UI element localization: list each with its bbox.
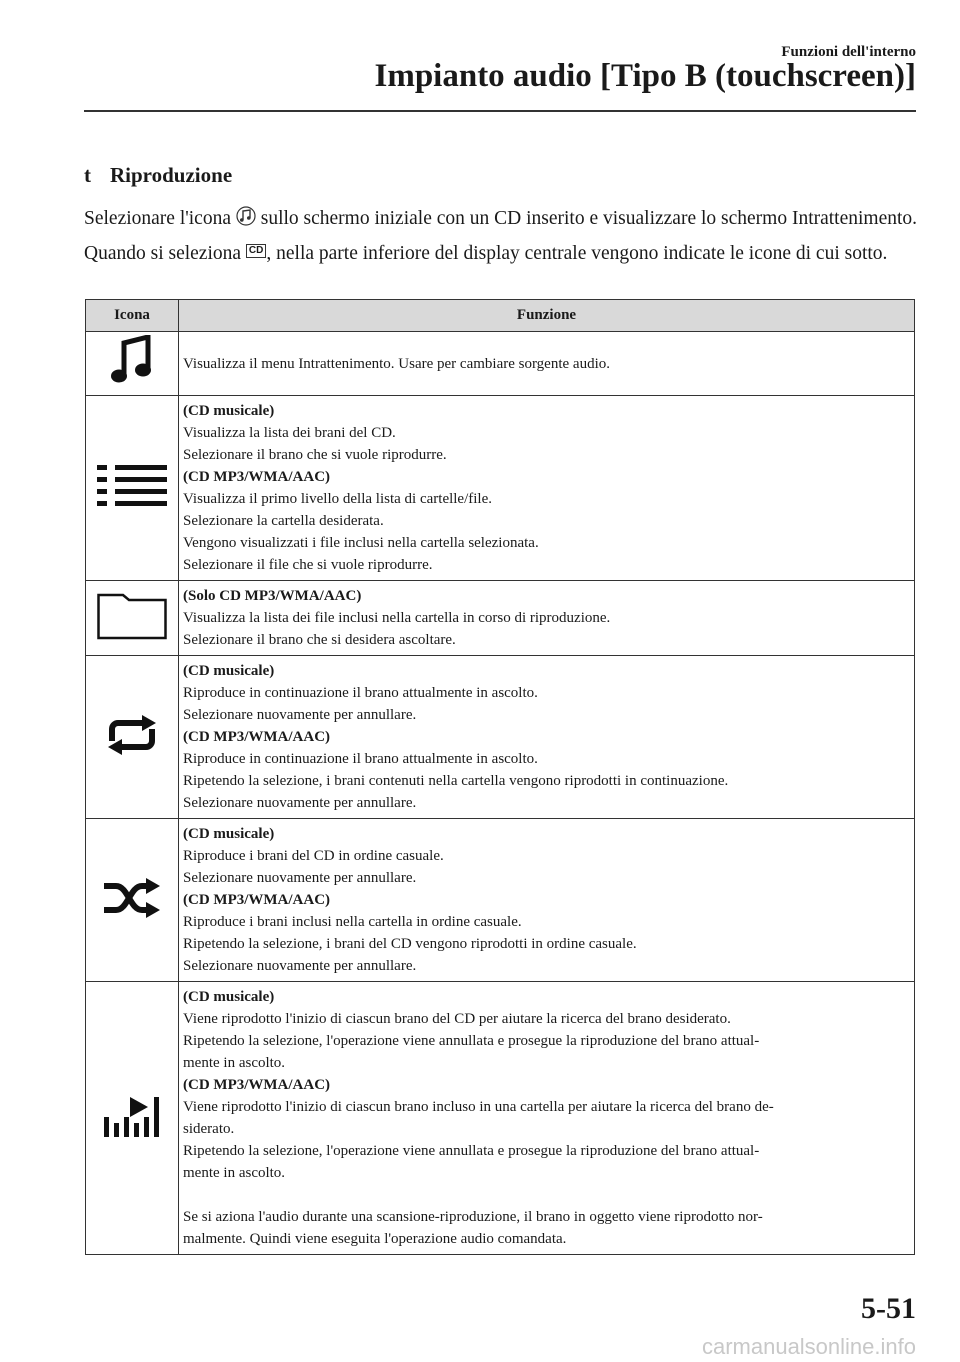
table-header-row: [86, 300, 915, 332]
description-line: Selezionare nuovamente per annullare.: [183, 707, 417, 723]
folder-icon: [97, 628, 167, 644]
cd-type-label: (CD MP3/WMA/AAC): [183, 469, 331, 485]
description-line: Selezionare nuovamente per annullare.: [183, 958, 417, 974]
table-row: [86, 819, 915, 982]
paragraph-gap: [183, 1184, 908, 1206]
cd-type-label: (Solo CD MP3/WMA/AAC): [183, 588, 362, 604]
heading-title: Riproduzione: [110, 163, 233, 187]
function-table: [85, 299, 915, 1255]
cd-icon: CD: [246, 244, 266, 258]
description-line: malmente. Quindi viene eseguita l'operazione audio comandata.: [183, 1231, 567, 1247]
table-row: [86, 396, 915, 581]
description-line: Selezionare il brano che si desidera ascoltare.: [183, 632, 456, 648]
cd-type-label: (CD musicale): [183, 403, 275, 419]
intro-paragraph: [84, 203, 924, 270]
cd-type-label: (CD MP3/WMA/AAC): [183, 892, 331, 908]
entertainment-icon: [236, 205, 256, 238]
icon-cell: [86, 819, 179, 982]
section-label: Funzioni dell'interno: [781, 44, 916, 60]
music-note-icon: [110, 375, 154, 391]
description-line: Viene riprodotto l'inizio di ciascun brano del CD per aiutare la ricerca del brano desiderato.: [183, 1011, 731, 1027]
description-line: Selezionare il brano che si vuole riprodurre.: [183, 447, 447, 463]
description-line: mente in ascolto.: [183, 1055, 286, 1071]
column-header-function: Funzione: [179, 300, 915, 332]
function-description: [179, 332, 915, 396]
description-line: Riproduce i brani inclusi nella cartella in ordine casuale.: [183, 914, 522, 930]
description-line: Ripetendo la selezione, l'operazione viene annullata e prosegue la riproduzione del brano attual-: [183, 1143, 760, 1159]
function-description: [179, 982, 915, 1255]
description-line: Riproduce in continuazione il brano attualmente in ascolto.: [183, 685, 538, 701]
cd-type-label: (CD musicale): [183, 663, 275, 679]
description-line: siderato.: [183, 1121, 235, 1137]
intro-text-1: Selezionare l'icona: [84, 208, 236, 229]
description-line: Ripetendo la selezione, i brani del CD vengono riprodotti in ordine casuale.: [183, 936, 637, 952]
cd-type-label: (CD MP3/WMA/AAC): [183, 729, 331, 745]
description-line: Ripetendo la selezione, l'operazione viene annullata e prosegue la riproduzione del brano attual-: [183, 1033, 760, 1049]
heading-marker: t: [84, 163, 91, 187]
description-line: Selezionare nuovamente per annullare.: [183, 795, 417, 811]
function-description: [179, 819, 915, 982]
description-line: Selezionare la cartella desiderata.: [183, 513, 384, 529]
cd-type-label: (CD MP3/WMA/AAC): [183, 1077, 331, 1093]
description-line: Visualizza il primo livello della lista di cartelle/file.: [183, 491, 492, 507]
function-description: [179, 396, 915, 581]
description-line: Visualizza la lista dei file inclusi nella cartella in corso di riproduzione.: [183, 610, 611, 626]
cd-type-label: (CD musicale): [183, 989, 275, 1005]
list-icon: [97, 497, 167, 513]
description-line: Ripetendo la selezione, i brani contenuti nella cartella vengono riprodotti in continuazione.: [183, 773, 729, 789]
icon-cell: [86, 332, 179, 396]
description-line: Se si aziona l'audio durante una scansione-riproduzione, il brano in oggetto viene riprodotto nor-: [183, 1209, 763, 1225]
description-line: Riproduce in continuazione il brano attualmente in ascolto.: [183, 751, 538, 767]
page-number: 5-51: [861, 1292, 916, 1325]
description-line: Viene riprodotto l'inizio di ciascun brano incluso in una cartella per aiutare la ricerca del brano de-: [183, 1099, 774, 1115]
icon-cell: [86, 656, 179, 819]
icon-cell: [86, 982, 179, 1255]
scan-icon: [102, 1127, 162, 1143]
table-row: [86, 332, 915, 396]
description-line: mente in ascolto.: [183, 1165, 286, 1181]
table-row: [86, 656, 915, 819]
function-description: [179, 581, 915, 656]
description-line: Vengono visualizzati i file inclusi nella cartella selezionata.: [183, 535, 539, 551]
watermark: carmanualsonline.info: [701, 1334, 916, 1359]
intro-text-2: sullo schermo iniziale con un CD inserito e visualizzare lo schermo Intrattenimento. Quando si seleziona: [84, 208, 918, 264]
column-header-icon: Icona: [86, 300, 179, 332]
description-line: Visualizza la lista dei brani del CD.: [183, 425, 396, 441]
repeat-icon: [104, 743, 160, 759]
table-row: [86, 982, 915, 1255]
description-line: Selezionare il file che si vuole riprodurre.: [183, 557, 433, 573]
table-row: [86, 581, 915, 656]
description-line: Selezionare nuovamente per annullare.: [183, 870, 417, 886]
shuffle-icon: [102, 906, 162, 922]
section-heading: [84, 163, 232, 188]
page-title: Impianto audio [Tipo B (touchscreen)]: [374, 58, 916, 94]
description-line: Visualizza il menu Intrattenimento. Usare per cambiare sorgente audio.: [183, 355, 610, 372]
cd-type-label: (CD musicale): [183, 826, 275, 842]
icon-cell: [86, 581, 179, 656]
header-divider: [84, 110, 916, 112]
description-line: Riproduce i brani del CD in ordine casuale.: [183, 848, 444, 864]
icon-cell: [86, 396, 179, 581]
intro-text-3: , nella parte inferiore del display centrale vengono indicate le icone di cui sotto.: [266, 243, 888, 264]
function-description: [179, 656, 915, 819]
